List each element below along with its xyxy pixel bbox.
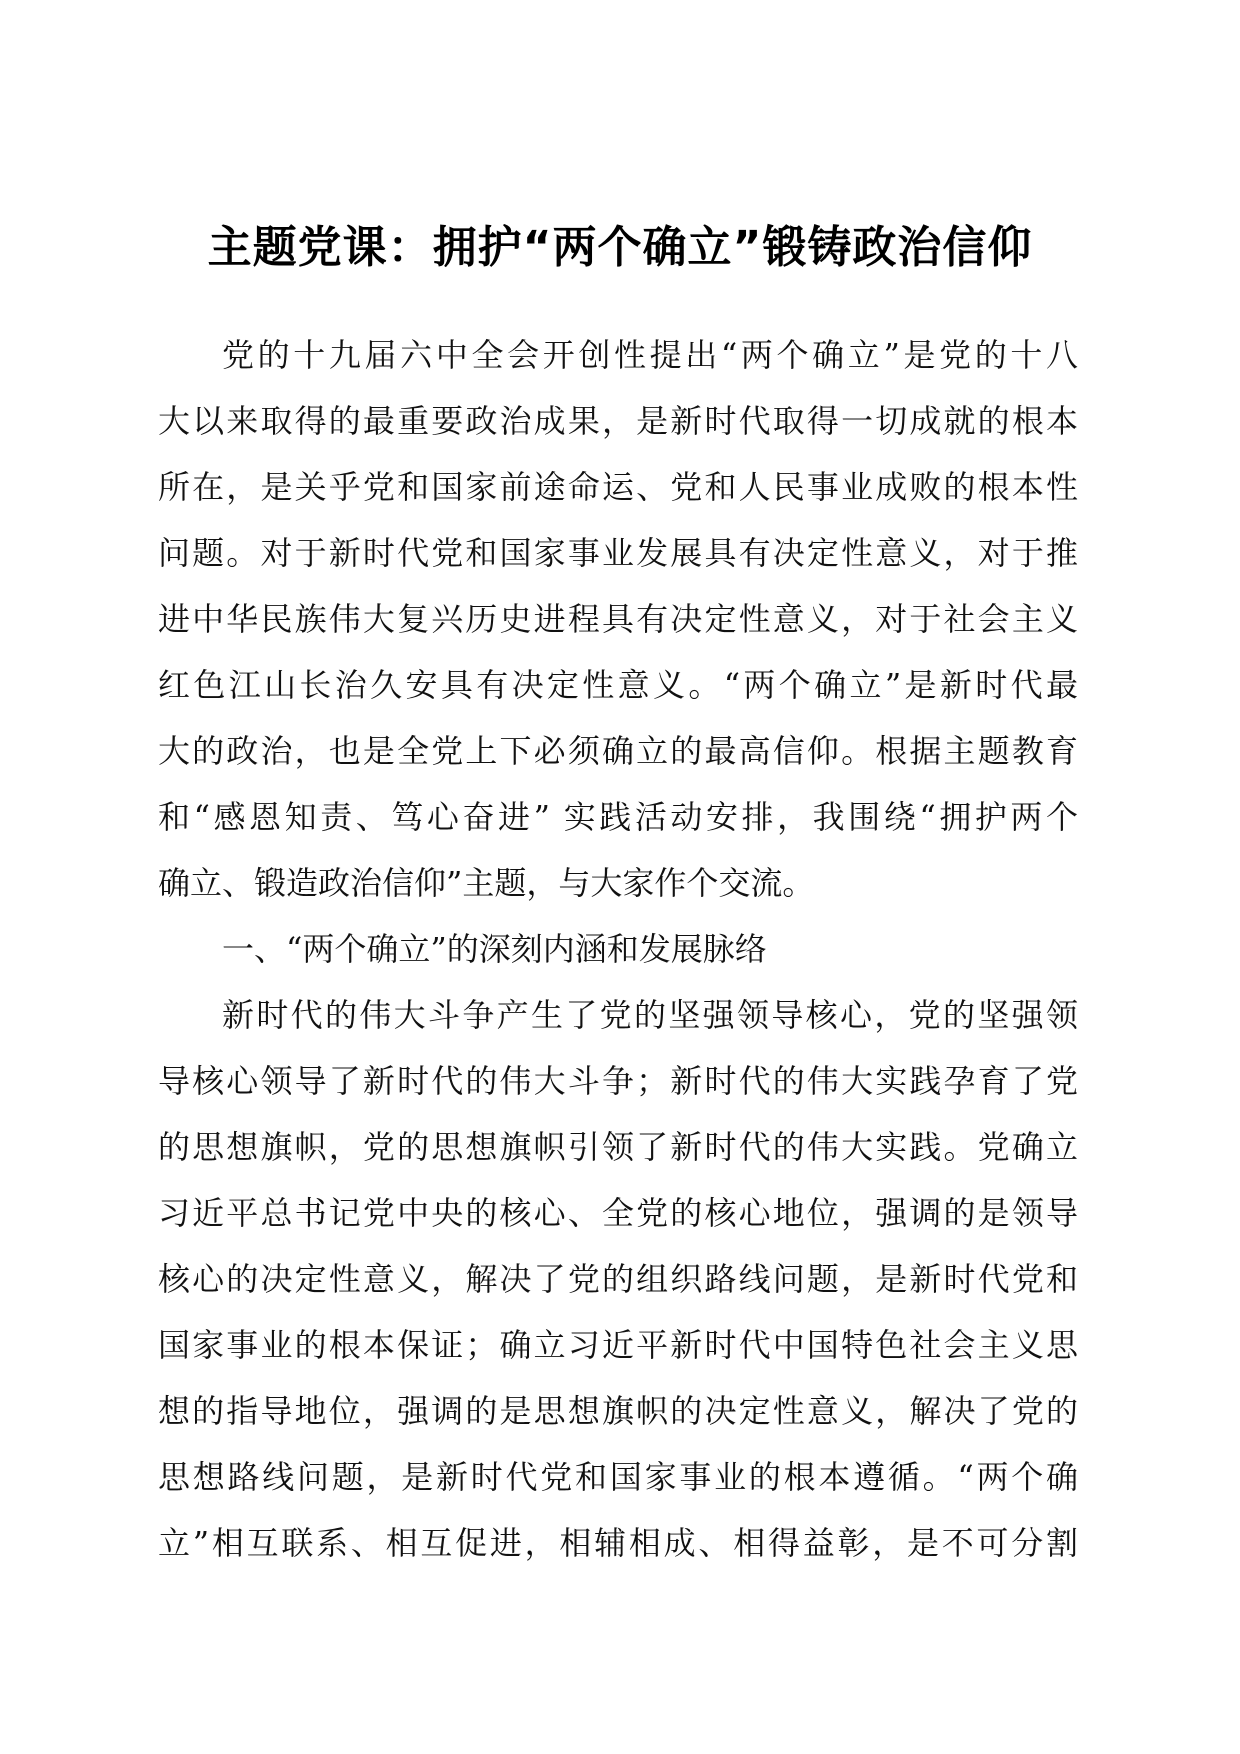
paragraph-line: 国家事业的根本保证；确立习近平新时代中国特色社会主义思 [158, 1326, 1078, 1364]
paragraph-line: 导核心领导了新时代的伟大斗争；新时代的伟大实践孕育了党 [158, 1062, 1078, 1100]
paragraph-line: 核心的决定性意义，解决了党的组织路线问题，是新时代党和 [158, 1260, 1078, 1298]
paragraph-line: 问题。对于新时代党和国家事业发展具有决定性意义，对于推 [158, 534, 1078, 572]
paragraph-line: 所在，是关乎党和国家前途命运、党和人民事业成败的根本性 [158, 468, 1078, 506]
paragraph-line: 大以来取得的最重要政治成果，是新时代取得一切成就的根本 [158, 402, 1078, 440]
paragraph-line: 红色江山长治久安具有决定性意义。“两个确立”是新时代最 [158, 666, 1078, 704]
paragraph-line: 的思想旗帜，党的思想旗帜引领了新时代的伟大实践。党确立 [158, 1128, 1078, 1166]
section-heading: 一、“两个确立”的深刻内涵和发展脉络 [222, 930, 767, 968]
paragraph-line: 习近平总书记党中央的核心、全党的核心地位，强调的是领导 [158, 1194, 1078, 1232]
document-body [158, 322, 1078, 1576]
paragraph-line: 思想路线问题，是新时代党和国家事业的根本遵循。“两个确 [158, 1458, 1078, 1496]
paragraph-line: 和“感恩知责、笃心奋进” 实践活动安排，我围绕“拥护两个 [158, 798, 1078, 836]
paragraph-line: 立”相互联系、相互促进，相辅相成、相得益彰，是不可分割 [158, 1524, 1078, 1562]
paragraph-line: 大的政治，也是全党上下必须确立的最高信仰。根据主题教育 [158, 732, 1078, 770]
paragraph-line: 想的指导地位，强调的是思想旗帜的决定性意义，解决了党的 [158, 1392, 1078, 1430]
paragraph-line: 新时代的伟大斗争产生了党的坚强领导核心，党的坚强领 [222, 996, 1078, 1034]
paragraph-line: 确立、锻造政治信仰”主题，与大家作个交流。 [158, 864, 815, 902]
paragraph-line: 党的十九届六中全会开创性提出“两个确立”是党的十八 [222, 336, 1078, 374]
paragraph-line: 进中华民族伟大复兴历史进程具有决定性意义，对于社会主义 [158, 600, 1078, 638]
document-title: 主题党课：拥护“两个确立”锻铸政治信仰 [207, 222, 1033, 273]
